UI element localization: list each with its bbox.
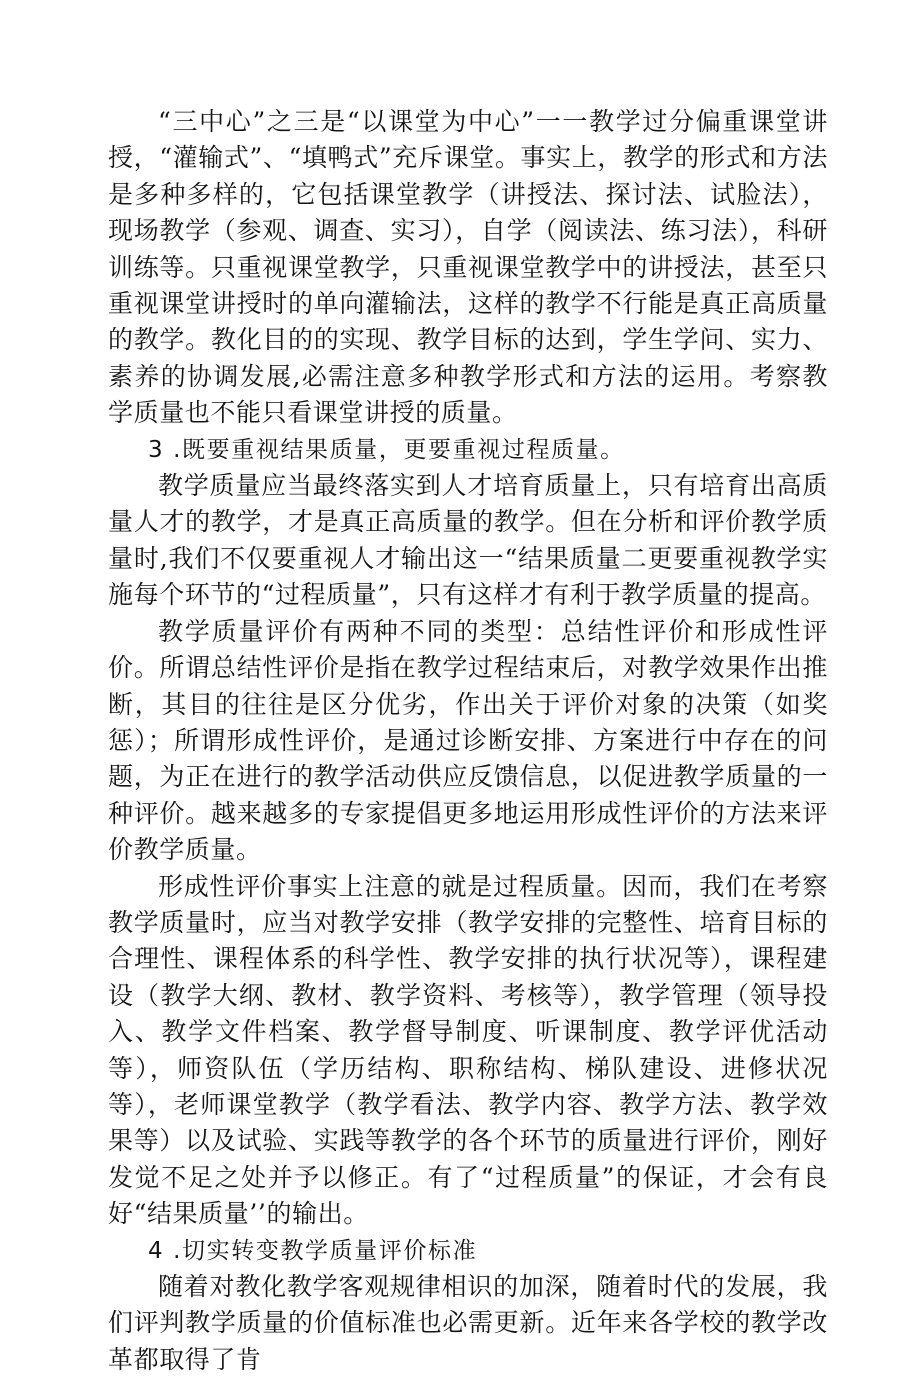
paragraph-classroom-centered: “三中心”之三是“以课堂为中心”一一教学过分偏重课堂讲授，“灌输式”、“填鸭式”充斥课堂。事实上，教学的形式和方法是多种多样的，它包括课堂教学（讲授法、探讨法、试脸法），现场教学（参观、调查、实习），自学（阅读法、练习法），科研训练等。只重视课堂教学，只重视课堂教学中的讲授法，甚至只重视课堂讲授时的单向灌输法，这样的教学不行能是真正高质量的教学。教化目的的实现、教学目标的达到，学生学问、实力、素养的协调发展,必需注意多种教学形式和方法的运用。考察教学质量也不能只看课堂讲授的质量。 bbox=[108, 107, 828, 428]
paragraph-evaluation-standards: 随着对教化教学客观规律相识的加深，随着时代的发展，我们评判教学质量的价值标准也必需更新。近年来各学校的教学改革都取得了肯 bbox=[108, 1272, 828, 1374]
paragraph-result-quality: 教学质量应当最终落实到人才培育质量上，只有培育出高质量人才的教学，才是真正高质量的教学。但在分析和评价教学质量时,我们不仅要重视人才输出这一“结果质量二更要重视教学实施每个环节的“过程质量”，只有这样才有利于教学质量的提高。 bbox=[108, 471, 828, 610]
paragraph-evaluation-types: 教学质量评价有两种不同的类型：总结性评价和形成性评价。所谓总结性评价是指在教学过程结束后，对教学效果作出推断，其目的往往是区分优劣，作出关于评价对象的决策（如奖惩）；所谓形成性评价，是通过诊断安排、方案进行中存在的问题，为正在进行的教学活动供应反馈信息，以促进教学质量的一种评价。越来越多的专家提倡更多地运用形成性评价的方法来评价教学质量。 bbox=[108, 616, 828, 865]
paragraph-process-quality: 形成性评价事实上注意的就是过程质量。因而，我们在考察教学质量时，应当对教学安排（教学安排的完整性、培育目标的合理性、课程体系的科学性、教学安排的执行状况等），课程建设（教学大纲、教材、教学资料、考核等），教学管理（领导投入、教学文件档案、教学督导制度、听课制度、教学评优活动等），师资队伍（学历结构、职称结构、梯队建设、进修状况等），老师课堂教学（教学看法、教学内容、教学方法、教学效果等）以及试验、实践等教学的各个环节的质量进行评价，刚好发觉不足之处并予以修正。有了“过程质量”的保证，才会有良好“结果质量’’的输出。 bbox=[108, 871, 828, 1229]
document-body bbox=[108, 104, 828, 1378]
section-heading-4: 4 .切实转变教学质量评价标准 bbox=[148, 1237, 478, 1264]
section-heading-3: 3 .既要重视结果质量，更要重视过程质量。 bbox=[148, 436, 625, 463]
